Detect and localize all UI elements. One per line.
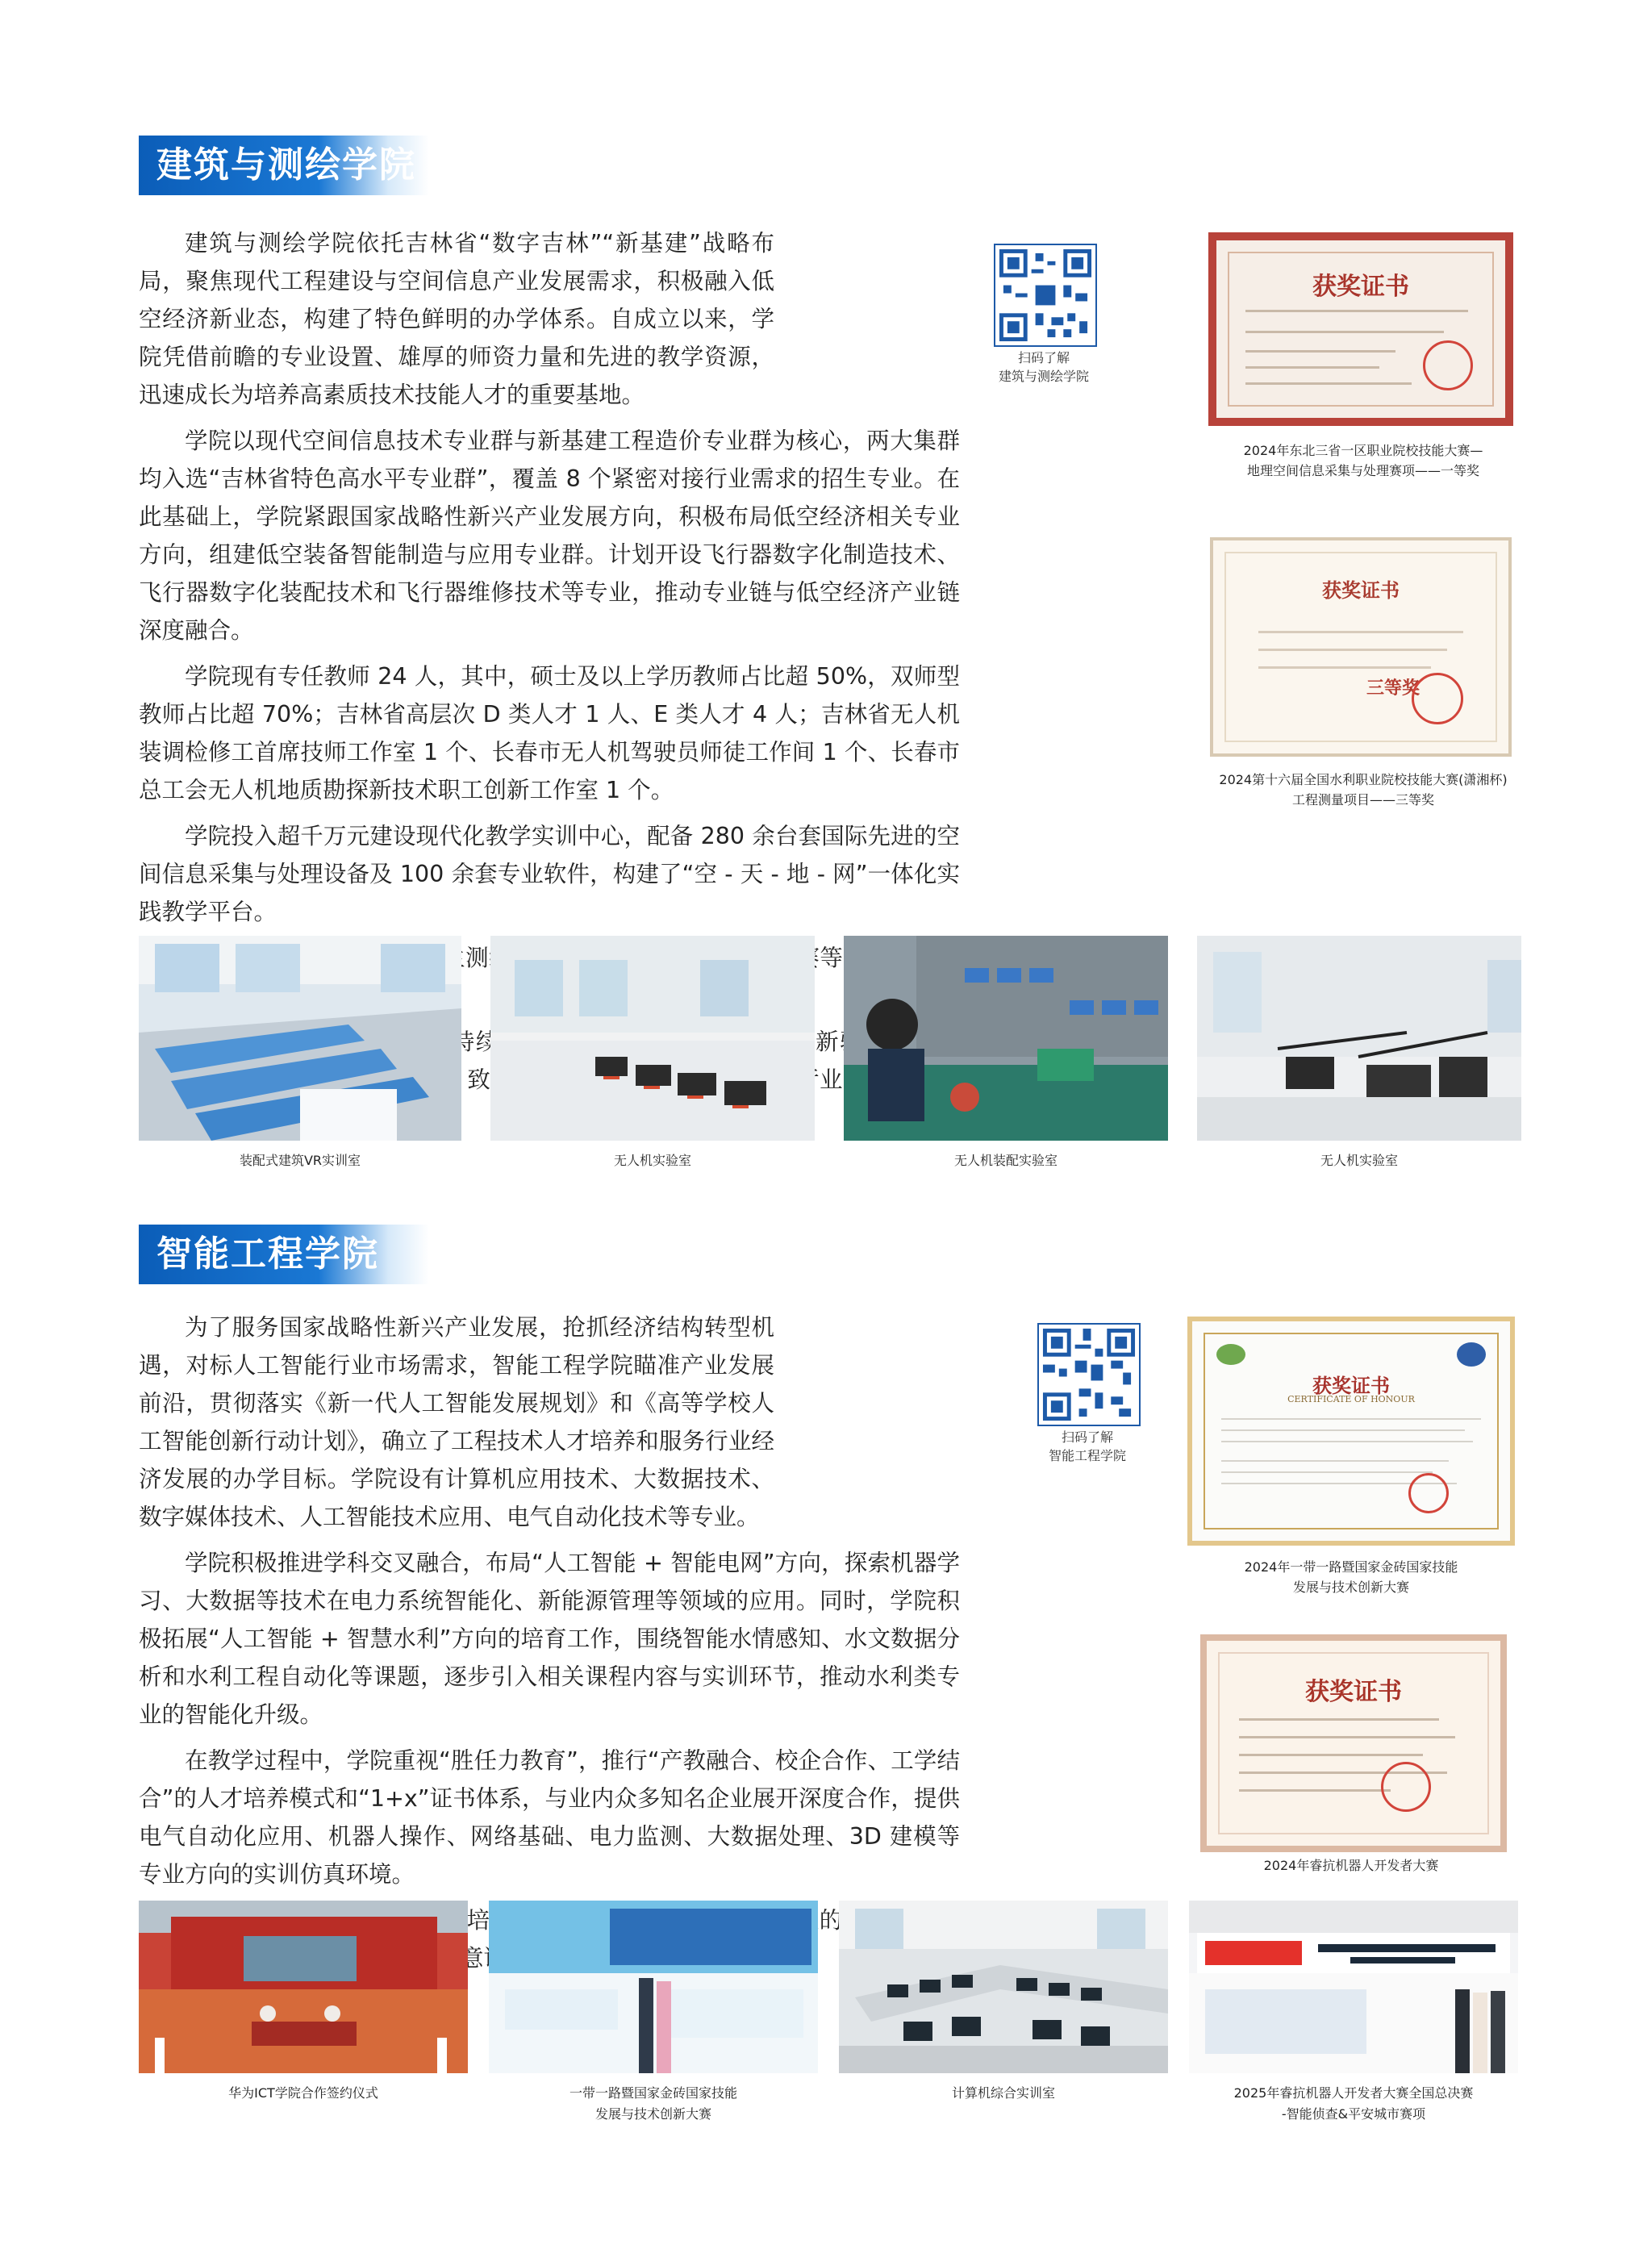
- s1-paragraph-1: 建筑与测绘学院依托吉林省“数字吉林”“新基建”战略布局，聚焦现代工程建设与空间信息产业发展需求，积极融入低空经济新业态，构建了特色鲜明的办学体系。自成立以来，学院凭借前瞻的专业设置、雄厚的师资力量和先进的教学资源，迅速成长为培养高素质技术技能人才的重要基地。: [139, 230, 774, 408]
- cert-caption-2-line2: 工程测量项目——三等奖: [1291, 792, 1434, 808]
- cert-caption-3-line2: 发展与技术创新大赛: [1292, 1580, 1409, 1595]
- red-seal-icon: [1423, 340, 1473, 390]
- s2-paragraph-2: 学院积极推进学科交叉融合，布局“人工智能 + 智能电网”方向，探索机器学习、大数据等技术在电力系统智能化、新能源管理等领域的应用。同时，学院积极拓展“人工智能 + 智慧水利”方向的培育工作，围绕智能水情感知、水文数据分析和水利工程自动化等课题，逐步引入相关课程内容与实训环节，推动水利类专业的智能化升级。: [139, 1550, 960, 1728]
- cert-title: 获奖证书: [1305, 1678, 1402, 1706]
- photo-drone-lab-1: [490, 936, 815, 1141]
- organizer-logo-icon: [1216, 1344, 1245, 1365]
- qr-pattern: [1039, 1325, 1139, 1425]
- qr-caption-architecture: [967, 348, 1120, 386]
- s2-paragraph-1: 为了服务国家战略性新兴产业发展，抢抓经济结构转型机遇，对标人工智能行业市场需求，智能工程学院瞄准产业发展前沿，贯彻落实《新一代人工智能发展规划》和《高等学校人工智能创新行动计划》，确立了工程技术人才培养和服务行业经济发展的办学目标。学院设有计算机应用技术、大数据技术、数字媒体技术、人工智能技术应用、电气自动化技术等专业。: [139, 1314, 774, 1530]
- photo-caption-line1: 华为ICT学院合作签约仪式: [228, 2085, 378, 2101]
- cert-subtitle: CERTIFICATE OF HONOUR: [1287, 1394, 1415, 1404]
- s1-paragraph-2: 学院以现代空间信息技术专业群与新基建工程造价专业群为核心，两大集群均入选“吉林省特色高水平专业群”，覆盖 8 个紧密对接行业需求的招生专业。在此基础上，学院紧跟国家战略性新兴产业发展方向，积极布局低空经济相关专业方向，组建低空装备智能制造与应用专业群。计划开设飞行器数字化制造技术、飞行器数字化装配技术和飞行器维修技术等专业，推动专业链与低空经济产业链深度融合。: [139, 428, 960, 644]
- photo-caption: [1189, 2083, 1518, 2125]
- award-certificate-1: [1208, 232, 1513, 426]
- qr-caption-line2: 建筑与测绘学院: [998, 369, 1089, 384]
- s2-paragraph-3: 在教学过程中，学院重视“胜任力教育”，推行“产教融合、校企合作、工学结合”的人才培养模式和“1+x”证书体系，与业内众多知名企业展开深度合作，提供电气自动化应用、机器人操作、网络基础、电力监测、大数据处理、3D 建模等专业方向的实训仿真环境。: [139, 1747, 960, 1888]
- organizer-logo-icon: [1457, 1342, 1486, 1367]
- cert-caption-2-line1: 2024第十六届全国水利职业院校技能大赛(潇湘杯): [1219, 772, 1508, 787]
- photo-caption-line1: 计算机综合实训室: [951, 2085, 1055, 2101]
- s1-paragraph-4: 学院投入超千万元建设现代化教学实训中心，配备 280 余台套国际先进的空间信息采集与处理设备及 100 余套专业软件，构建了“空 - 天 - 地 - 网”一体化实践教学平台。: [139, 823, 960, 925]
- cert-caption-4: [1166, 1855, 1537, 1876]
- section2-intro: [139, 1308, 960, 1985]
- red-seal-icon: [1408, 1473, 1449, 1513]
- cert-caption-2: [1178, 770, 1549, 810]
- photo-caption-line1: 一带一路暨国家金砖国家技能: [569, 2085, 737, 2101]
- cert-title: 获奖证书: [1312, 1374, 1390, 1397]
- red-seal-icon: [1381, 1762, 1431, 1812]
- s1-paragraph-3: 学院现有专任教师 24 人，其中，硕士及以上学历教师占比超 50%，双师型教师占比超 70%；吉林省高层次 D 类人才 1 人、E 类人才 4 人；吉林省无人机装调检修工首席技师工作室 1 个、长春市无人机驾驶员师徒工作间 1 个、长春市总工会无人机地质勘探新技术职工创新工作室 1 个。: [139, 663, 960, 803]
- photo-caption: 装配式建筑VR实训室: [239, 1153, 361, 1168]
- section-title-intelligent-engineering: 智能工程学院: [139, 1225, 429, 1284]
- cert-caption-1-line2: 地理空间信息采集与处理赛项——一等奖: [1246, 463, 1479, 478]
- photo-caption-line1: 2025年睿抗机器人开发者大赛全国总决赛: [1233, 2085, 1474, 2101]
- s1-paragraph-5: 造价应用大赛等赛事，获奖: [679, 945, 960, 971]
- photo-caption: 无人机实验室: [1320, 1153, 1398, 1168]
- photo-caption-line2: -智能侦查&平安城市赛项: [1281, 2106, 1426, 2122]
- photo-huawei-signing: [139, 1901, 468, 2073]
- qr-caption-line1: 扫码了解: [1061, 1429, 1113, 1445]
- qr-caption-line1: 扫码了解: [1017, 350, 1070, 365]
- cert-caption-1: [1178, 440, 1549, 481]
- photo-caption: [489, 2083, 818, 2125]
- qr-caption-intelligent-engineering: [1011, 1428, 1164, 1465]
- cert-title: 获奖证书: [1322, 578, 1400, 602]
- award-certificate-2: [1210, 537, 1512, 757]
- red-seal-icon: [1412, 673, 1463, 724]
- qr-code-intelligent-engineering[interactable]: [1037, 1323, 1141, 1426]
- cert-caption-1-line1: 2024年东北三省一区职业院校技能大赛—: [1243, 443, 1483, 458]
- cert-caption-3-line1: 2024年一带一路暨国家金砖国家技能: [1244, 1559, 1458, 1575]
- award-certificate-4: [1200, 1634, 1507, 1852]
- photo-vr-lab: [139, 936, 461, 1141]
- photo-caption: [839, 2083, 1168, 2104]
- cert-title: 获奖证书: [1312, 273, 1409, 301]
- cert-caption-3: [1166, 1557, 1537, 1597]
- photo-brics-competition: [489, 1901, 818, 2073]
- photo-drone-assembly-lab: [844, 936, 1168, 1141]
- photo-caption: 无人机装配实验室: [953, 1153, 1058, 1168]
- qr-caption-line2: 智能工程学院: [1048, 1448, 1126, 1463]
- photo-drone-lab-2: [1197, 936, 1521, 1141]
- cert-award-level: 三等奖: [1366, 678, 1420, 699]
- photo-caption-line2: 发展与技术创新大赛: [594, 2106, 711, 2122]
- photo-computer-lab: [839, 1901, 1168, 2073]
- photo-raicom-finals: [1189, 1901, 1518, 2073]
- section-title-architecture: 建筑与测绘学院: [139, 136, 429, 195]
- qr-pattern: [995, 245, 1095, 345]
- photo-caption: 无人机实验室: [613, 1153, 691, 1168]
- award-certificate-3: [1187, 1317, 1515, 1546]
- photo-caption: [139, 2083, 468, 2104]
- qr-code-architecture[interactable]: [994, 244, 1097, 347]
- cert-caption-4-line1: 2024年睿抗机器人开发者大赛: [1263, 1858, 1439, 1873]
